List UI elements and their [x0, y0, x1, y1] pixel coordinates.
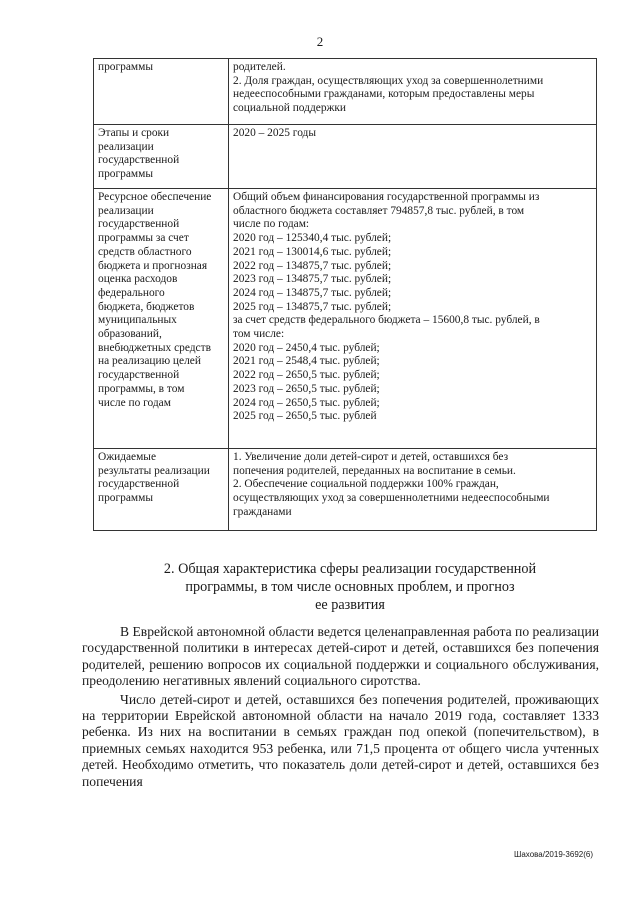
- value-line: 2020 – 2025 годы: [233, 127, 317, 139]
- value-line: 2022 год – 134875,7 тыс. рублей;: [233, 259, 392, 272]
- value-line: социальной поддержки: [233, 102, 347, 115]
- value-line: числе по годам:: [233, 218, 310, 231]
- label-line: муниципальных: [98, 314, 177, 327]
- value-line: Общий объем финансирования государственной программы из: [233, 191, 540, 203]
- label-line: государственной: [98, 478, 180, 491]
- passport-row-label: [94, 189, 229, 449]
- label-line: результаты реализации: [98, 464, 210, 477]
- label-line: числе по годам: [98, 396, 171, 409]
- label-line: федерального: [98, 286, 165, 299]
- label-line: средств областного: [98, 245, 192, 258]
- value-line: гражданами: [233, 505, 292, 518]
- label-line: бюджета, бюджетов: [98, 300, 195, 313]
- label-line: образований,: [98, 328, 162, 341]
- label-line: бюджета и прогнозная: [98, 259, 208, 272]
- label-line: программы за счет: [98, 232, 189, 245]
- value-line: 2024 год – 134875,7 тыс. рублей;: [233, 286, 392, 299]
- label-line: на реализацию целей: [98, 355, 201, 368]
- value-line: 1. Увеличение доли детей-сирот и детей, оставшихся без: [233, 451, 509, 463]
- value-line: попечения родителей, переданных на воспитание в семьи.: [233, 464, 516, 477]
- value-line: 2023 год – 2650,5 тыс. рублей;: [233, 382, 380, 395]
- program-passport-table: [93, 58, 597, 531]
- label-line: реализации: [98, 140, 154, 153]
- label-line: Этапы и сроки: [98, 127, 170, 139]
- value-line: 2024 год – 2650,5 тыс. рублей;: [233, 396, 380, 409]
- label-line: внебюджетных средств: [98, 341, 211, 354]
- passport-row-value: [229, 449, 597, 531]
- value-line: 2. Доля граждан, осуществляющих уход за совершеннолетними: [233, 74, 544, 87]
- value-line: 2. Обеспечение социальной поддержки 100% граждан,: [233, 478, 499, 491]
- passport-row-label: [94, 59, 229, 125]
- label-line: Ресурсное обеспечение: [98, 191, 212, 203]
- value-line: недееспособными гражданами, которым предоставлены меры: [233, 88, 535, 101]
- passport-row-value: [229, 189, 597, 449]
- paragraph: В Еврейской автономной области ведется целенаправленная работа по реализации государственной политики в интересах детей-сирот и детей, оставшихся без попечения родителей, решению вопросов их социальной поддержки и социального обслуживания, преодолению негативных явлений социального сиротства.: [82, 624, 599, 689]
- value-line: осуществляющих уход за совершеннолетними недееспособными: [233, 492, 550, 505]
- value-line: том числе:: [233, 328, 285, 341]
- passport-row: [94, 125, 597, 189]
- label-line: программы: [98, 168, 153, 181]
- label-line: реализации: [98, 204, 154, 217]
- value-line: 2023 год – 134875,7 тыс. рублей;: [233, 273, 392, 286]
- label-line: государственной: [98, 218, 180, 231]
- value-line: 2025 год – 2650,5 тыс. рублей: [233, 410, 377, 423]
- label-line: государственной: [98, 154, 180, 167]
- value-line: 2021 год – 2548,4 тыс. рублей;: [233, 355, 380, 368]
- section-body: [82, 624, 599, 792]
- value-line: 2021 год – 130014,6 тыс. рублей;: [233, 245, 392, 258]
- value-line: родителей.: [233, 61, 286, 73]
- section-title: [100, 560, 600, 614]
- section-title-line: программы, в том числе основных проблем, и прогноз: [185, 579, 515, 595]
- section-title-line: ее развития: [315, 597, 385, 613]
- label-line: программы: [98, 492, 153, 505]
- passport-row-value: [229, 125, 597, 189]
- value-line: областного бюджета составляет 794857,8 тыс. рублей, в том: [233, 204, 525, 217]
- section-title-line: 2. Общая характеристика сферы реализации государственной: [163, 561, 537, 577]
- value-line: 2025 год – 134875,7 тыс. рублей;: [233, 300, 392, 313]
- label-line: программы: [98, 61, 153, 73]
- passport-row: [94, 59, 597, 125]
- value-line: 2020 год – 125340,4 тыс. рублей;: [233, 232, 392, 245]
- paragraph: Число детей-сирот и детей, оставшихся без попечения родителей, проживающих на территории Еврейской автономной области на начало 2019 года, составляет 1333 ребенка. Из них на воспитании в семьях граждан под опекой (попечительством), в приемных семьях находится 953 ребенка, или 71,5 процента от общего числа учтенных детей. Необходимо отметить, что показатель доли детей-сирот и детей, оставшихся без попечения: [82, 691, 599, 789]
- label-line: Ожидаемые: [98, 451, 157, 463]
- passport-row: [94, 189, 597, 449]
- label-line: государственной: [98, 369, 180, 382]
- page-number: 2: [316, 34, 324, 49]
- document-code: Шахова/2019-3692(6): [514, 850, 594, 859]
- value-line: 2020 год – 2450,4 тыс. рублей;: [233, 341, 380, 354]
- value-line: 2022 год – 2650,5 тыс. рублей;: [233, 369, 380, 382]
- label-line: программы, в том: [98, 382, 185, 395]
- value-line: за счет средств федерального бюджета – 15600,8 тыс. рублей, в: [233, 314, 540, 327]
- passport-row-label: [94, 449, 229, 531]
- passport-row-value: [229, 59, 597, 125]
- passport-row-label: [94, 125, 229, 189]
- label-line: оценка расходов: [98, 273, 178, 286]
- passport-row: [94, 449, 597, 531]
